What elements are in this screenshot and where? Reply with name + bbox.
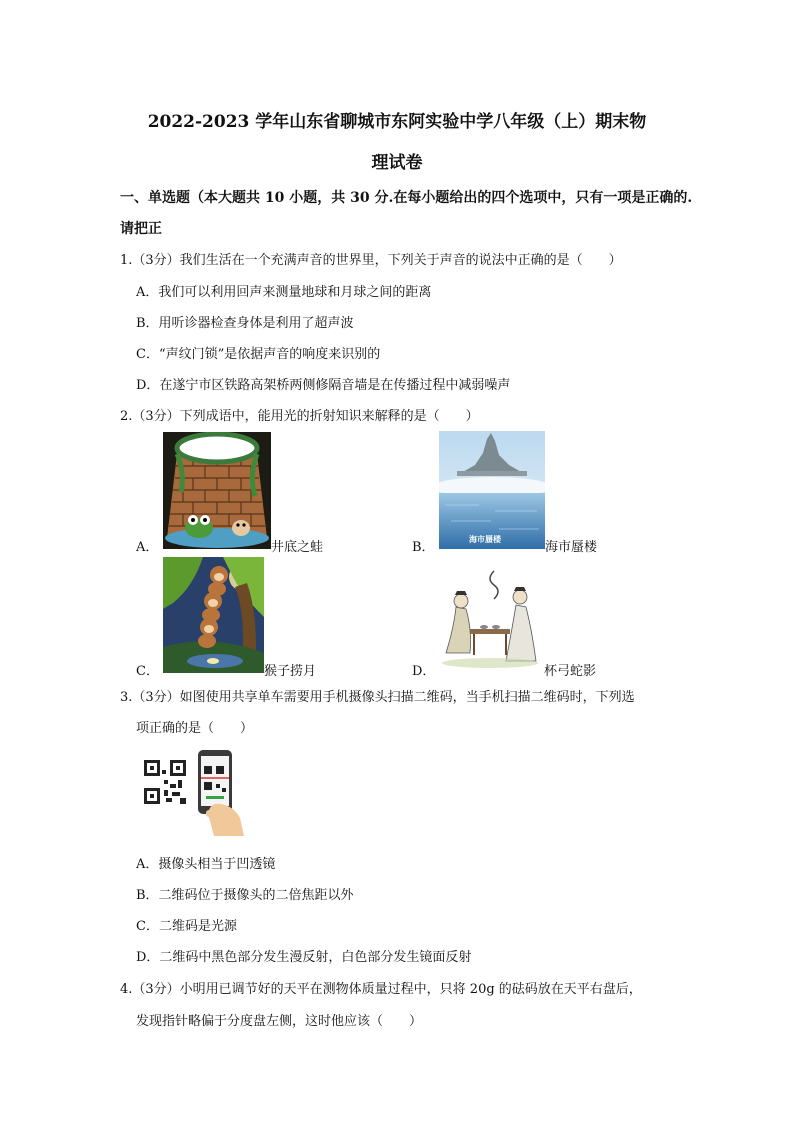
question-2-option-a-text: 井底之蛙 [271, 540, 324, 555]
question-2-option-c-letter: C． [136, 664, 159, 679]
question-1-stem: 1.（3分）我们生活在一个充满声音的世界里，下列关于声音的说法中正确的是（ ） [120, 253, 622, 268]
cup-bow-snake-shadow-image [436, 567, 544, 671]
phone-scanning-qr-code-image [140, 748, 248, 836]
document-title-line-1: 2022-2023 学年山东省聊城市东阿实验中学八年级（上）期末物 [147, 112, 647, 132]
question-3-option-b: B．二维码位于摄像头的二倍焦距以外 [136, 888, 354, 903]
question-2-option-a-letter: A． [136, 540, 159, 555]
question-1-option-b: B．用听诊器检查身体是利用了超声波 [136, 316, 354, 331]
question-2-option-d-text: 杯弓蛇影 [544, 664, 597, 679]
question-4-stem-line-1: 4.（3分）小明用已调节好的天平在测物体质量过程中，只将 20g 的砝码放在天平右盘后， [120, 982, 642, 997]
question-1-option-a: A．我们可以利用回声来测量地球和月球之间的距离 [136, 285, 432, 300]
question-2-option-c-text: 猴子捞月 [264, 664, 317, 679]
frog-in-well-image [163, 432, 271, 549]
document-title-line-2: 理试卷 [371, 153, 423, 173]
question-2-stem: 2.（3分）下列成语中，能用光的折射知识来解释的是（ ） [120, 409, 479, 424]
question-1-option-d: D．在遂宁市区铁路高架桥两侧修隔音墙是在传播过程中减弱噪声 [136, 378, 511, 393]
question-3-stem-line-1: 3.（3分）如图使用共享单车需要用手机摄像头扫描二维码，当手机扫描二维码时，下列选 [120, 690, 635, 705]
question-2-option-b-letter: B． [412, 540, 435, 555]
question-4-stem-line-2: 发现指针略偏于分度盘左侧，这时他应该（ ） [136, 1014, 423, 1029]
question-3-option-a: A．摄像头相当于凹透镜 [136, 857, 276, 872]
monkeys-fishing-moon-image [163, 557, 264, 673]
question-3-stem-line-2: 项正确的是（ ） [136, 721, 254, 736]
section-heading-line-1: 一、单选题（本大题共 10 小题，共 30 分.在每小题给出的四个选项中，只有一项是正确的. [120, 190, 693, 206]
mirage-image [439, 431, 545, 549]
question-1-option-c: C．“声纹门锁”是依据声音的响度来识别的 [136, 347, 381, 362]
question-3-option-d: D．二维码中黑色部分发生漫反射，白色部分发生镜面反射 [136, 950, 472, 965]
question-2-option-b-text: 海市蜃楼 [545, 540, 598, 555]
question-3-option-c: C．二维码是光源 [136, 919, 237, 934]
section-heading-line-2: 请把正 [120, 221, 162, 237]
mirage-image-caption: 海市蜃楼 [469, 535, 501, 544]
question-2-option-d-letter: D． [412, 664, 436, 679]
